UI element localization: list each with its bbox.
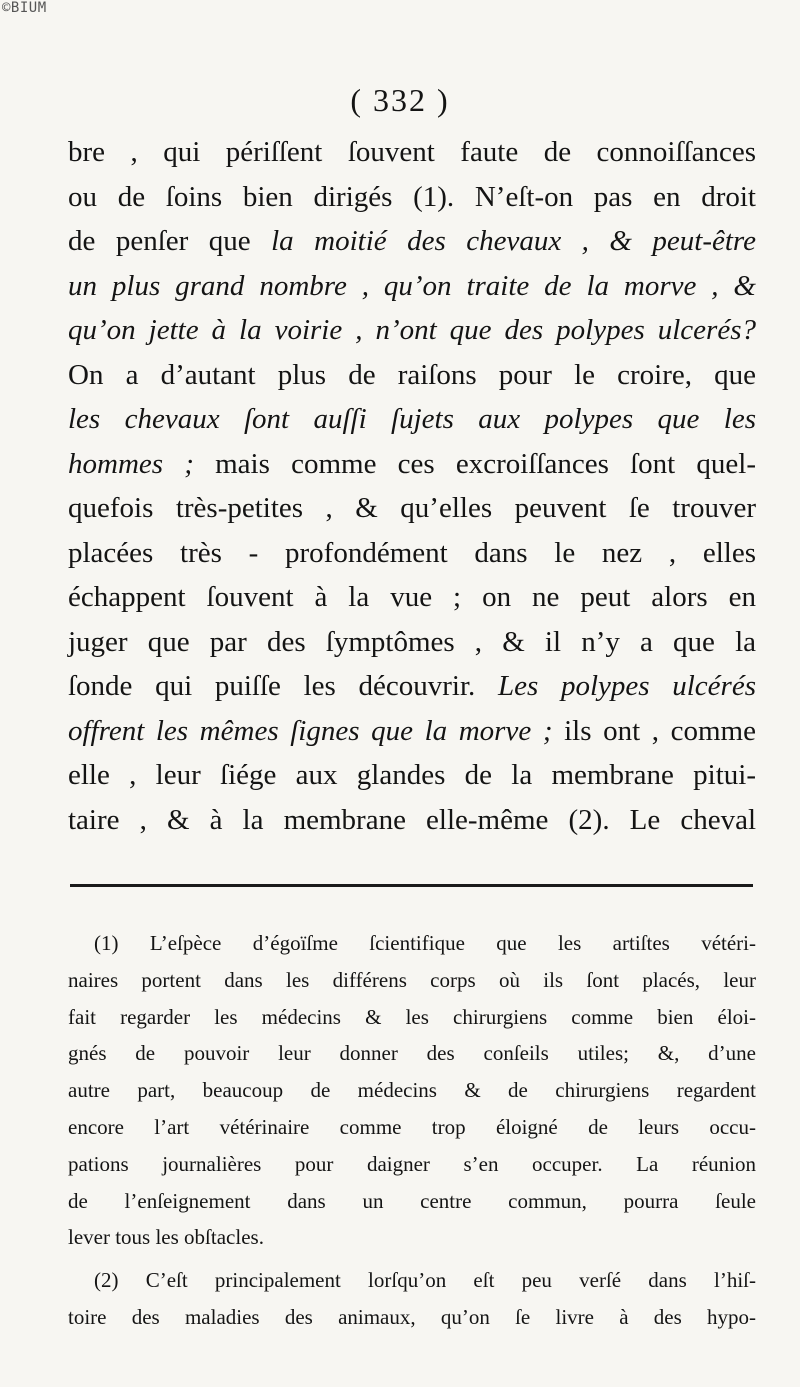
text-run: placées très - profondément dans le nez , elles	[68, 536, 756, 569]
text-line	[68, 575, 756, 620]
text-line	[68, 175, 756, 220]
footnotes	[68, 925, 756, 1336]
text-line	[68, 219, 756, 264]
footnote-line: encore l’art vétérinaire comme trop éloigné de leurs occu-	[68, 1114, 756, 1139]
text-run: elle , leur ſiége aux glandes de la membrane pitui-	[68, 759, 756, 791]
text-run: quefois très-petites , & qu’elles peuvent ſe trouver	[68, 492, 756, 524]
italic-run: offrent les mêmes ſignes que la morve ;	[68, 714, 553, 747]
footnote-line: fait regarder les médecins & les chirurgiens comme bien éloi-	[68, 1004, 756, 1029]
text-run: On a d’autant plus de raiſons pour le croire, que	[68, 358, 756, 391]
italic-run: un plus grand nombre , qu’on traite de la morve , &	[68, 269, 756, 302]
text-line	[68, 397, 756, 442]
italic-run: les chevaux ſont auſſi ſujets aux polypes que les	[68, 403, 756, 435]
text-line	[68, 531, 756, 576]
italic-run: la moitié des chevaux , & peut-être	[271, 225, 757, 257]
text-run: ſonde qui puiſſe les découvrir.	[68, 670, 498, 702]
text-line	[68, 798, 756, 843]
text-run: échappent ſouvent à la vue ; on ne peut alors en	[68, 581, 756, 613]
text-run: juger que par des ſymptômes , & il n’y a que la	[68, 625, 756, 658]
text-run: bre , qui périſſent ſouvent faute de connoiſſances	[68, 136, 756, 168]
text-run: ou de ſoins bien dirigés (1). N’eſt-on pas en droit	[68, 180, 756, 213]
footnote-line: (1) L’eſpèce d’égoïſme ſcientifique que les artiſtes vétéri-	[94, 931, 756, 955]
footnote-line: pations journalières pour daigner s’en occuper. La réunion	[68, 1151, 756, 1176]
text-line	[68, 620, 756, 665]
watermark: ©BIUM	[2, 0, 47, 16]
text-line	[68, 709, 756, 754]
page-number: ( 332 )	[350, 82, 450, 118]
footnote-2	[68, 1262, 756, 1336]
footnote-line: naires portent dans les différens corps où ils ſont placés, leur	[68, 967, 756, 992]
text-line	[68, 664, 756, 709]
italic-run: hommes ;	[68, 447, 194, 480]
text-line	[68, 130, 756, 175]
italic-run: Les polypes ulcérés	[497, 670, 756, 702]
footnote-line: lever tous les obſtacles.	[68, 1225, 264, 1250]
footnote-line: toire des maladies des animaux, qu’on ſe livre à des hypo-	[68, 1304, 756, 1329]
text-run: de penſer que	[68, 225, 272, 257]
footnote-divider	[70, 884, 753, 887]
footnote-line: gnés de pouvoir leur donner des conſeils utiles; &, d’une	[68, 1041, 756, 1066]
text-line	[68, 264, 756, 309]
text-line	[68, 753, 756, 798]
text-run: ils ont , comme	[552, 714, 756, 747]
text-run: taire , & à la membrane elle-même (2). Le cheval	[68, 803, 756, 836]
footnote-line: de l’enſeignement dans un centre commun, pourra ſeule	[68, 1188, 756, 1213]
footnote-line: (2) C’eſt principalement lorſqu’on eſt peu verſé dans l’hiſ-	[94, 1268, 756, 1293]
text-run: mais comme ces excroiſſances ſont quel-	[193, 447, 756, 480]
text-line	[68, 486, 756, 531]
footnote-line: autre part, beaucoup de médecins & de chirurgiens regardent	[68, 1078, 756, 1103]
text-line	[68, 308, 756, 353]
text-line	[68, 353, 756, 398]
footnote-1	[68, 925, 756, 1256]
main-text	[68, 130, 756, 842]
italic-run: qu’on jette à la voirie , n’ont que des polypes ulcerés?	[68, 314, 756, 346]
text-line	[68, 442, 756, 487]
